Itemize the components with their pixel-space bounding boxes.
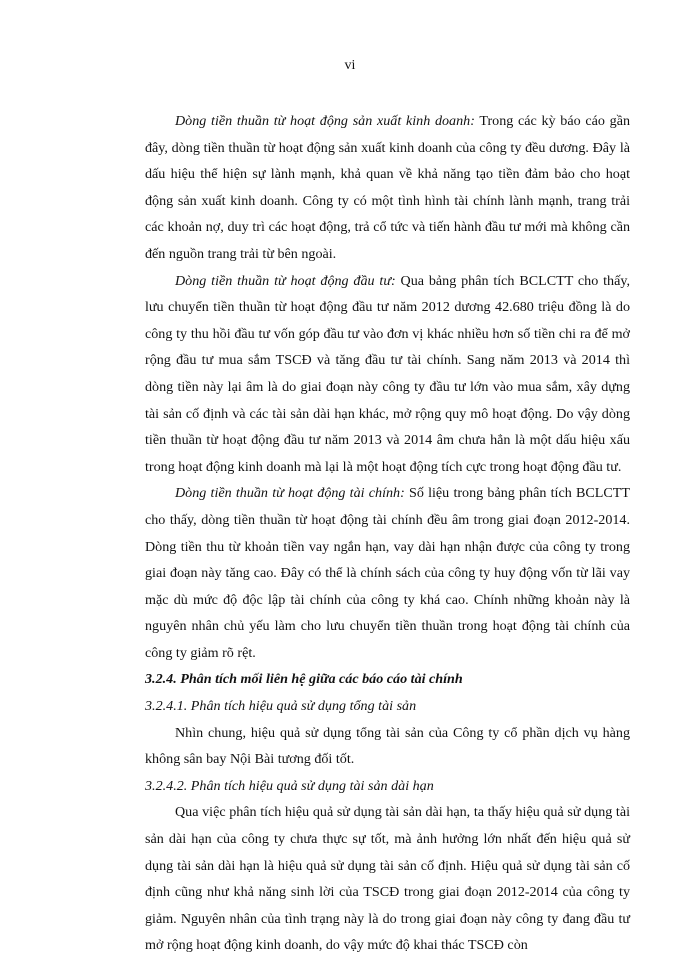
paragraph-text: Trong các kỳ báo cáo gần đây, dòng tiền thuần từ hoạt động sản xuất kinh doanh của công ty đều dương. Đây là dấu hiệu thể hiện sự lành mạnh, khả quan về khả năng tạo tiền đảm bảo cho hoạt động sản xuất kinh doanh. Công ty có một tình hình tài chính lành mạnh, trang trải các khoản nợ, duy trì các hoạt động, trả cổ tức và tiến hành đầu tư mới mà không cần đến nguồn trang trải từ bên ngoài. [145,113,630,262]
paragraph-financing-cash-flow [145,480,630,666]
subsection-heading-3-2-4-2: 3.2.4.2. Phân tích hiệu quả sử dụng tài sản dài hạn [145,777,434,794]
section-heading-3-2-4: 3.2.4. Phân tích mối liên hệ giữa các báo cáo tài chính [145,671,463,688]
paragraph-investing-cash-flow [145,268,630,481]
paragraph-lead: Dòng tiền thuần từ hoạt động sản xuất kinh doanh: [175,113,475,129]
page-number: vi [344,58,356,73]
subsection-heading-3-2-4-1: 3.2.4.1. Phân tích hiệu quả sử dụng tổng tài sản [145,698,417,715]
paragraph-operating-cash-flow [145,108,630,268]
page-body [145,108,630,959]
paragraph-text: Qua bảng phân tích BCLCTT cho thấy, lưu chuyển tiền thuần từ hoạt động đầu tư năm 2012 dương 42.680 triệu đồng là do công ty thu hồi đầu tư vốn góp đầu tư vào đơn vị khác nhiều hơn số tiền chi ra để mở rộng đầu tư mua sắm TSCĐ và tăng đầu tư tài chính. Sang năm 2013 và 2014 thì dòng tiền này lại âm là do giai đoạn này công ty đầu tư lớn vào mua sắm, xây dựng tài sản cố định và các tài sản dài hạn khác, mở rộng quy mô hoạt động. Do vậy dòng tiền thuần từ hoạt động đầu tư năm 2013 và 2014 âm chưa hẳn là một dấu hiệu xấu trong hoạt động kinh doanh mà lại là một hoạt động tích cực trong hoạt động đầu tư. [145,272,630,475]
paragraph-lead: Dòng tiền thuần từ hoạt động tài chính: [175,485,405,502]
paragraph-long-term-assets-efficiency: Qua việc phân tích hiệu quả sử dụng tài sản dài hạn, ta thấy hiệu quả sử dụng tài sản dài hạn của công ty chưa thực sự tốt, mà ảnh hưởng lớn nhất đến hiệu quả sử dụng tài sản dài hạn là hiệu quả sử dụng tài sản cố định. Hiệu quả sử dụng tài sản cố định cũng như khả năng sinh lời của TSCĐ trong giai đoạn 2012-2014 của công ty giảm. Nguyên nhân của tình trạng này là do trong giai đoạn này công ty đang đầu tư mở rộng hoạt động kinh doanh, do vậy mức độ khai thác TSCĐ còn [145,804,630,954]
paragraph-text: Số liệu trong bảng phân tích BCLCTT cho thấy, dòng tiền thuần từ hoạt động tài chính đều âm trong giai đoạn 2012-2014. Dòng tiền thu từ khoản tiền vay ngắn hạn, vay dài hạn nhận được của công ty trong giai đoạn này tăng cao. Đây có thể là chính sách của công ty huy động vốn từ lãi vay mặc dù mức độ độc lập tài chính của công ty khá cao. Chính những khoản này là nguyên nhân chủ yếu làm cho lưu chuyển tiền thuần trong hoạt động tài chính của công ty giảm rõ rệt. [145,485,630,661]
paragraph-total-assets-efficiency: Nhìn chung, hiệu quả sử dụng tổng tài sản của Công ty cổ phần dịch vụ hàng không sân bay Nội Bài tương đối tốt. [145,724,630,768]
paragraph-lead: Dòng tiền thuần từ hoạt động đầu tư: [175,272,396,289]
